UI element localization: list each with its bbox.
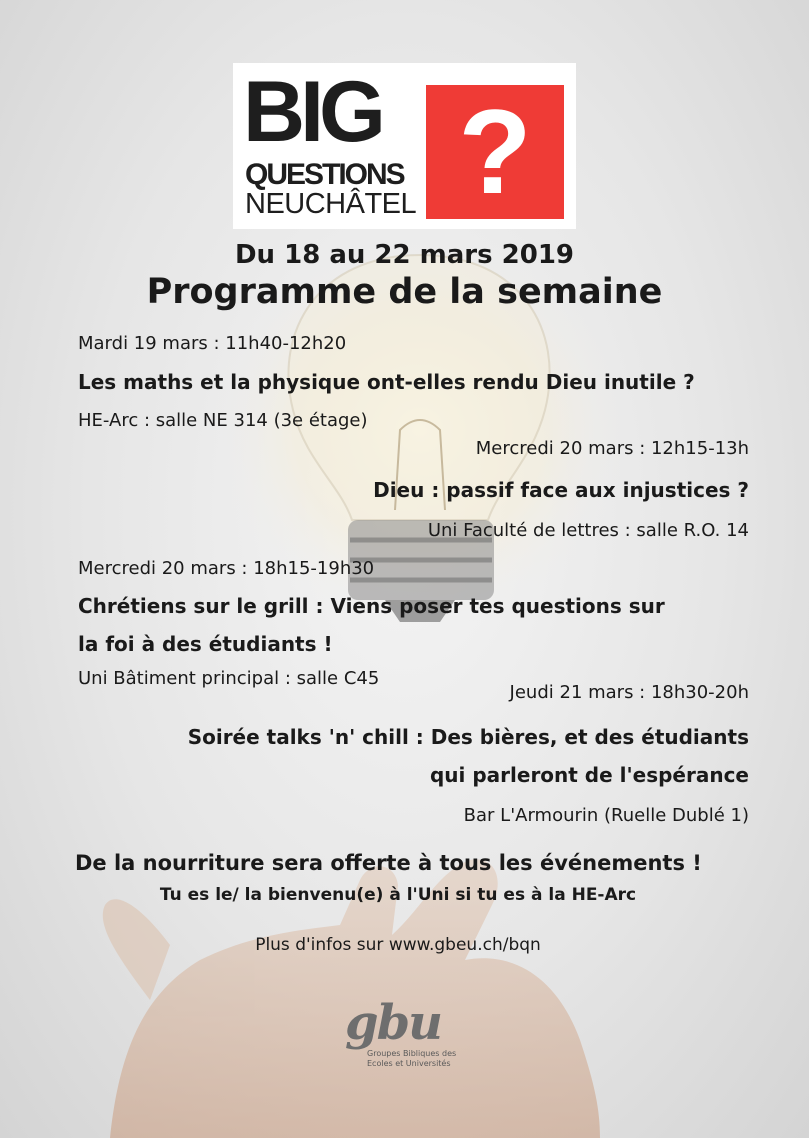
event-3-place: Uni Bâtiment principal : salle C45 — [78, 668, 380, 689]
info-link[interactable]: Plus d'infos sur www.gbeu.ch/bqn — [255, 935, 541, 955]
event-3-title-line-2: la foi à des étudiants ! — [78, 632, 333, 656]
gbu-logo-word: gbu — [345, 995, 442, 1051]
event-4-date: Jeudi 21 mars : 18h30-20h — [509, 682, 749, 703]
question-mark-icon: ? — [426, 85, 564, 219]
logo-questions-text: QUESTIONS — [245, 158, 404, 191]
event-dates: Du 18 au 22 mars 2019 — [234, 240, 575, 270]
gbu-logo-subtitle — [367, 1049, 456, 1069]
event-1-date: Mardi 19 mars : 11h40-12h20 — [78, 333, 347, 354]
event-2-title: Dieu : passif face aux injustices ? — [373, 478, 749, 502]
logo-big-text: BIG — [243, 64, 381, 160]
page-title: Programme de la semaine — [146, 272, 663, 312]
event-1-title: Les maths et la physique ont-elles rendu Dieu inutile ? — [78, 370, 695, 394]
event-2-date: Mercredi 20 mars : 12h15-13h — [475, 438, 749, 459]
event-1-place: HE-Arc : salle NE 314 (3e étage) — [78, 410, 368, 431]
gbu-logo-line-1: Groupes Bibliques des — [367, 1049, 457, 1058]
gbu-logo — [340, 995, 480, 1070]
event-4-title-line-2: qui parleront de l'espérance — [429, 763, 749, 787]
logo-city-text: NEUCHÂTEL — [245, 188, 417, 220]
event-4-title-line-1: Soirée talks 'n' chill : Des bières, et des étudiants — [187, 725, 749, 749]
gbu-logo-line-2: Ecoles et Universités — [367, 1059, 451, 1068]
event-3-date: Mercredi 20 mars : 18h15-19h30 — [78, 558, 375, 579]
big-questions-logo — [233, 63, 576, 229]
food-notice: De la nourriture sera offerte à tous les événements ! — [75, 851, 702, 875]
event-2-place: Uni Faculté de lettres : salle R.O. 14 — [427, 520, 749, 541]
event-3-title-line-1: Chrétiens sur le grill : Viens poser tes questions sur — [78, 594, 665, 618]
event-4-place: Bar L'Armourin (Ruelle Dublé 1) — [463, 805, 749, 826]
welcome-notice: Tu es le/ la bienvenu(e) à l'Uni si tu es à la HE-Arc — [159, 885, 637, 905]
